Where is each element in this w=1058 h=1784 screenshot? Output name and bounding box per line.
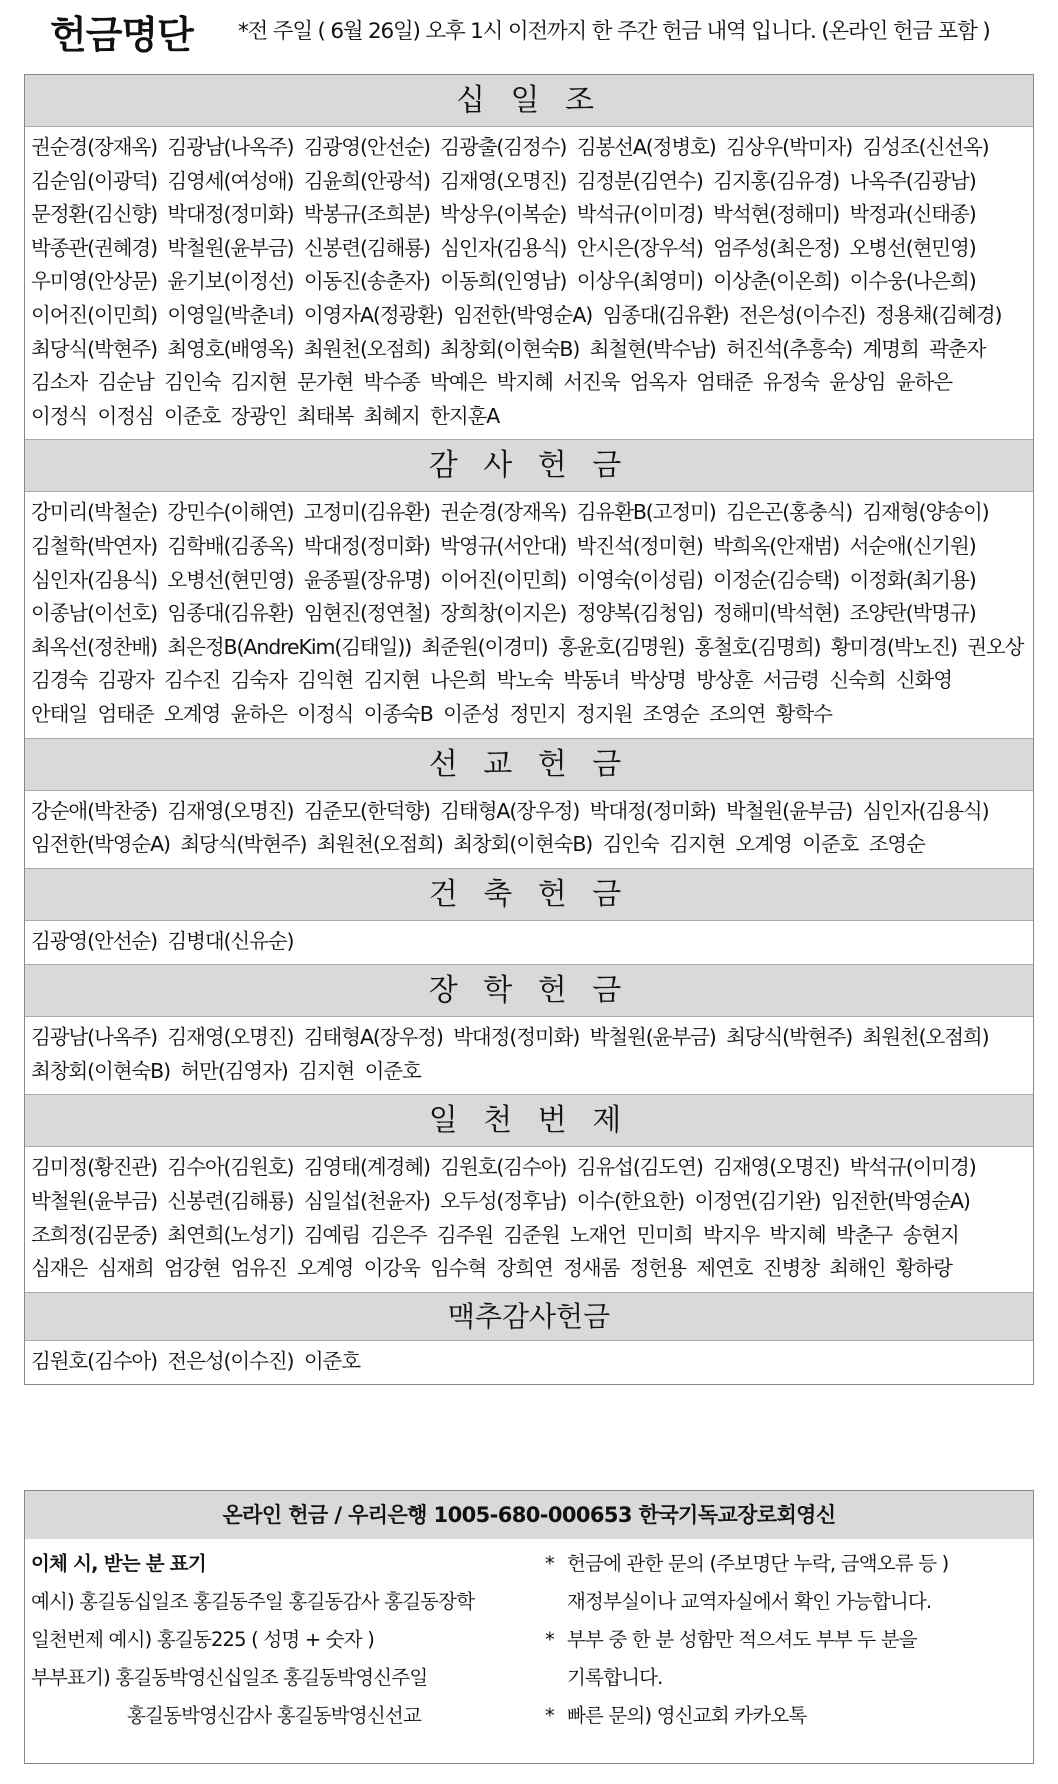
names-line: 이어진(이민희) 이영일(박춘녀) 이영자A(정광환) 임전한(박영순A) 임종대(김유환) 전은성(이수진) 정용채(김혜경) (31, 302, 1002, 327)
section-title: 맥추감사헌금 (25, 1293, 1033, 1341)
section-names (25, 492, 1033, 738)
section-title: 감 사 헌 금 (25, 440, 1033, 492)
note-item: * 헌금에 관한 문의 (주보명단 누락, 금액오류 등 ) (545, 1545, 1025, 1583)
transfer-example: 예시) 홍길동십일조 홍길동주일 홍길동감사 홍길동장학 (31, 1590, 475, 1613)
asterisk: * (545, 1628, 554, 1651)
offering-notes (545, 1545, 1025, 1735)
section-title: 선 교 헌 금 (25, 739, 1033, 791)
note-item-cont: 기록합니다. (567, 1666, 663, 1689)
names-line: 김경숙 김광자 김수진 김숙자 김익현 김지현 나은희 박노숙 박동녀 박상명 방상훈 서금령 신숙희 신화영 (31, 668, 952, 693)
names-line: 최창회(이현숙B) 허만(김영자) 김지현 이준호 (31, 1058, 421, 1083)
names-line: 김미정(황진관) 김수아(김원호) 김영태(계경혜) 김원호(김수아) 김유섭(김도연) 김재영(오명진) 박석규(이미경) (31, 1155, 976, 1180)
page-header (0, 0, 1058, 62)
note-item-cont: 재정부실이나 교역자실에서 확인 가능합니다. (567, 1590, 932, 1613)
asterisk: * (545, 1704, 554, 1727)
names-line: 강미리(박철순) 강민수(이해연) 고정미(김유환) 권순경(장재옥) 김유환B(고정미) 김은곤(홍충식) 김재형(양송이) (31, 500, 989, 525)
section-title: 일 천 번 제 (25, 1095, 1033, 1147)
names-line: 권순경(장재옥) 김광남(나옥주) 김광영(안선순) 김광출(김정수) 김봉선A(정병호) 김상우(박미자) 김성조(신선옥) (31, 135, 989, 159)
offering-table (24, 74, 1034, 1385)
transfer-example: 부부표기) 홍길동박영신십일조 홍길동박영신주일 (31, 1666, 428, 1689)
names-line: 임전한(박영순A) 최당식(박현주) 최원천(오점희) 최창회(이현숙B) 김인숙 김지현 오계영 이준호 조영순 (31, 832, 925, 857)
transfer-example: 일천번제 예시) 홍길동225 ( 성명 + 숫자 ) (31, 1628, 375, 1651)
names-line: 조희정(김문중) 최연희(노성기) 김예림 김은주 김주원 김준원 노재언 민미희 박지우 박지혜 박춘구 송현지 (31, 1222, 959, 1247)
note-item: * 부부 중 한 분 성함만 적으셔도 부부 두 분을 (545, 1621, 1025, 1659)
section-names (25, 921, 1033, 966)
section-title: 건 축 헌 금 (25, 869, 1033, 921)
names-line: 박종관(권혜경) 박철원(윤부금) 신봉련(김해룡) 심인자(김용식) 안시은(장우석) 엄주성(최은정) 오병선(현민영) (31, 235, 976, 260)
names-line: 김광남(나옥주) 김재영(오명진) 김태형A(장우정) 박대정(정미화) 박철원(윤부금) 최당식(박현주) 최원천(오점희) (31, 1025, 989, 1050)
section-names (25, 1341, 1033, 1385)
names-line: 김철학(박연자) 김학배(김종옥) 박대정(정미화) 박영규(서안대) 박진석(정미현) 박희옥(안재범) 서순애(신기원) (31, 533, 976, 558)
section-names (25, 1147, 1033, 1292)
names-line: 최당식(박현주) 최영호(배영옥) 최원천(오점희) 최창회(이현숙B) 최철현(박수남) 허진석(추흥숙) 계명희 곽춘자 (31, 336, 986, 361)
bank-account-info: 온라인 헌금 / 우리은행 1005-680-000653 한국기독교장로회영신 (25, 1491, 1033, 1539)
transfer-heading: 이체 시, 받는 분 표기 (31, 1552, 206, 1575)
names-line: 최옥선(정찬배) 최은정B(AndreKim(김태일)) 최준원(이경미) 홍윤호(김명원) 홍철호(김명희) 황미경(박노진) 권오상 (31, 634, 1024, 659)
names-line: 김순임(이광덕) 김영세(여성애) 김윤희(안광석) 김재영(오명진) 김정분(김연수) 김지홍(김유경) 나옥주(김광남) (31, 168, 976, 193)
section-title: 장 학 헌 금 (25, 965, 1033, 1017)
names-line: 안태일 엄태준 오계영 윤하은 이정식 이종숙B 이준성 정민지 정지원 조영순 조의연 황학수 (31, 701, 832, 726)
page-title: 헌금명단 (50, 13, 193, 57)
header-note: *전 주일 ( 6월 26일) 오후 1시 이전까지 한 주간 헌금 내역 입니다. (온라인 헌금 포함 ) (238, 19, 990, 44)
names-line: 심인자(김용식) 오병선(현민영) 윤종필(장유명) 이어진(이민희) 이영숙(이성림) 이정순(김승택) 이정화(최기용) (31, 567, 976, 592)
transfer-example: 홍길동박영신감사 홍길동박영신선교 (127, 1704, 421, 1727)
names-line: 김광영(안선순) 김병대(신유순) (31, 928, 294, 953)
names-line: 이정식 이정심 이준호 장광인 최태복 최혜지 한지훈A (31, 403, 500, 428)
section-names (25, 127, 1033, 440)
names-line: 강순애(박찬중) 김재영(오명진) 김준모(한덕향) 김태형A(장우정) 박대정(정미화) 박철원(윤부금) 심인자(김용식) (31, 798, 989, 823)
section-names (25, 791, 1033, 869)
section-names (25, 1017, 1033, 1095)
names-line: 심재은 심재희 엄강현 엄유진 오계영 이강욱 임수혁 장희연 정새롬 정헌용 제연호 진병창 최해인 황하랑 (31, 1256, 952, 1281)
names-line: 박철원(윤부금) 신봉련(김해룡) 심일섭(천윤자) 오두성(정후남) 이수(한요한) 이정연(김기완) 임전한(박영순A) (31, 1189, 970, 1214)
names-line: 김원호(김수아) 전은성(이수진) 이준호 (31, 1348, 360, 1373)
note-item: * 빠른 문의) 영신교회 카카오톡 (545, 1697, 1025, 1735)
asterisk: * (545, 1552, 554, 1575)
online-offering-box (24, 1490, 1034, 1764)
transfer-instructions (31, 1545, 551, 1735)
names-line: 이종남(이선호) 임종대(김유환) 임현진(정연철) 장희창(이지은) 정양복(김청임) 정해미(박석현) 조양란(박명규) (31, 601, 976, 626)
section-title: 십 일 조 (25, 75, 1033, 127)
names-line: 우미영(안상문) 윤기보(이정선) 이동진(송춘자) 이동희(인영남) 이상우(최영미) 이상춘(이온희) 이수웅(나은희) (31, 269, 976, 294)
names-line: 문정환(김신향) 박대정(정미화) 박봉규(조희분) 박상우(이복순) 박석규(이미경) 박석현(정해미) 박정과(신태종) (31, 202, 976, 227)
names-line: 김소자 김순남 김인숙 김지현 문가현 박수종 박예은 박지혜 서진욱 엄옥자 엄태준 유정숙 윤상임 윤하은 (31, 370, 952, 395)
